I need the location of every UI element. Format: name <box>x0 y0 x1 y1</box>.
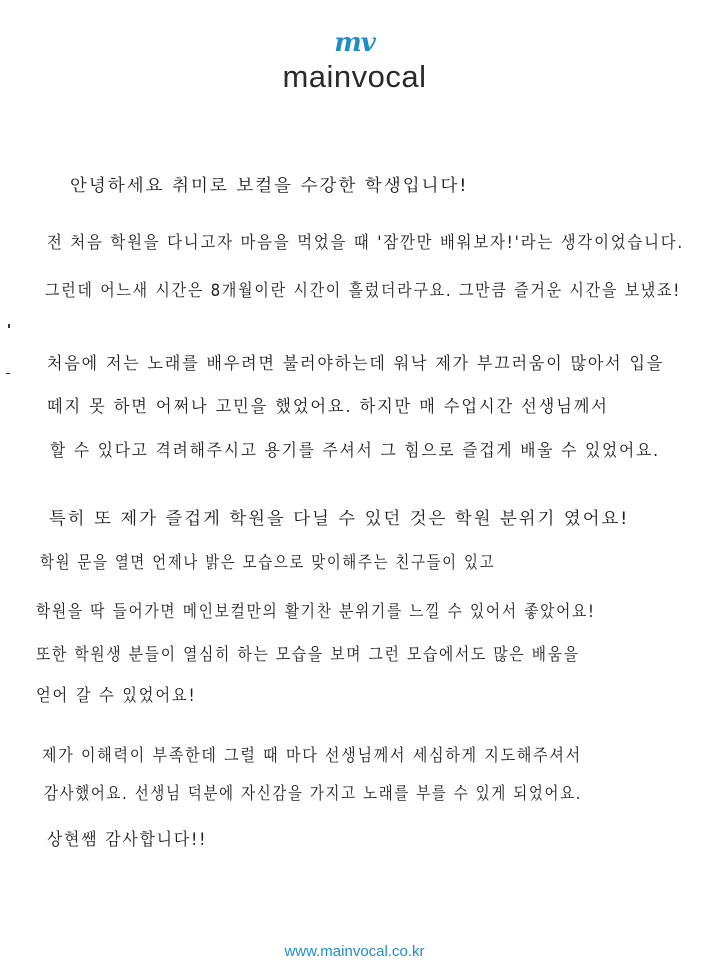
letter-line: 상현쌤 감사합니다!! <box>47 830 208 850</box>
margin-tick <box>8 324 10 328</box>
mainvocal-logo-mark: mv <box>334 28 375 58</box>
mainvocal-logo-text: mainvocal <box>282 59 427 94</box>
letter-line: 학원을 딱 들어가면 메인보컬만의 활기찬 분위기를 느낄 수 있어서 좋았어요! <box>36 602 596 622</box>
letter-line: 할 수 있다고 격려해주시고 용기를 주셔서 그 힘으로 즐겁게 배울 수 있었어요. <box>50 441 660 461</box>
letter-line: 전 처음 학원을 다니고자 마음을 먹었을 때 '잠깐만 배워보자!'라는 생각이었습니다. <box>47 233 685 253</box>
letter-line: 얻어 갈 수 있었어요! <box>36 686 197 706</box>
letter-line: 제가 이해력이 부족한데 그럴 때 마다 선생님께서 세심하게 지도해주셔서 <box>42 746 582 766</box>
letter-line: 그런데 어느새 시간은 8개월이란 시간이 흘렀더라구요. 그만큼 즐거운 시간을 보냈죠! <box>45 281 682 301</box>
letter-line: 떼지 못 하면 어쩌나 고민을 했었어요. 하지만 매 수업시간 선생님께서 <box>47 397 609 417</box>
letter-line: 감사했어요. 선생님 덕분에 자신감을 가지고 노래를 부를 수 있게 되었어요. <box>44 784 583 804</box>
footer-url: www.mainvocal.co.kr <box>284 943 425 960</box>
letter-line: 처음에 저는 노래를 배우려면 불러야하는데 워낙 제가 부끄러움이 많아서 입을 <box>47 354 665 374</box>
margin-tick <box>6 373 10 374</box>
letter-line: 특히 또 제가 즐겁게 학원을 다닐 수 있던 것은 학원 분위기 였어요! <box>49 509 630 529</box>
letter-line: 안녕하세요 취미로 보컬을 수강한 학생입니다! <box>70 176 469 196</box>
letter-line: 또한 학원생 분들이 열심히 하는 모습을 보며 그런 모습에서도 많은 배움을 <box>36 645 580 665</box>
letter-line: 학원 문을 열면 언제나 밝은 모습으로 맞이해주는 친구들이 있고 <box>40 553 496 573</box>
